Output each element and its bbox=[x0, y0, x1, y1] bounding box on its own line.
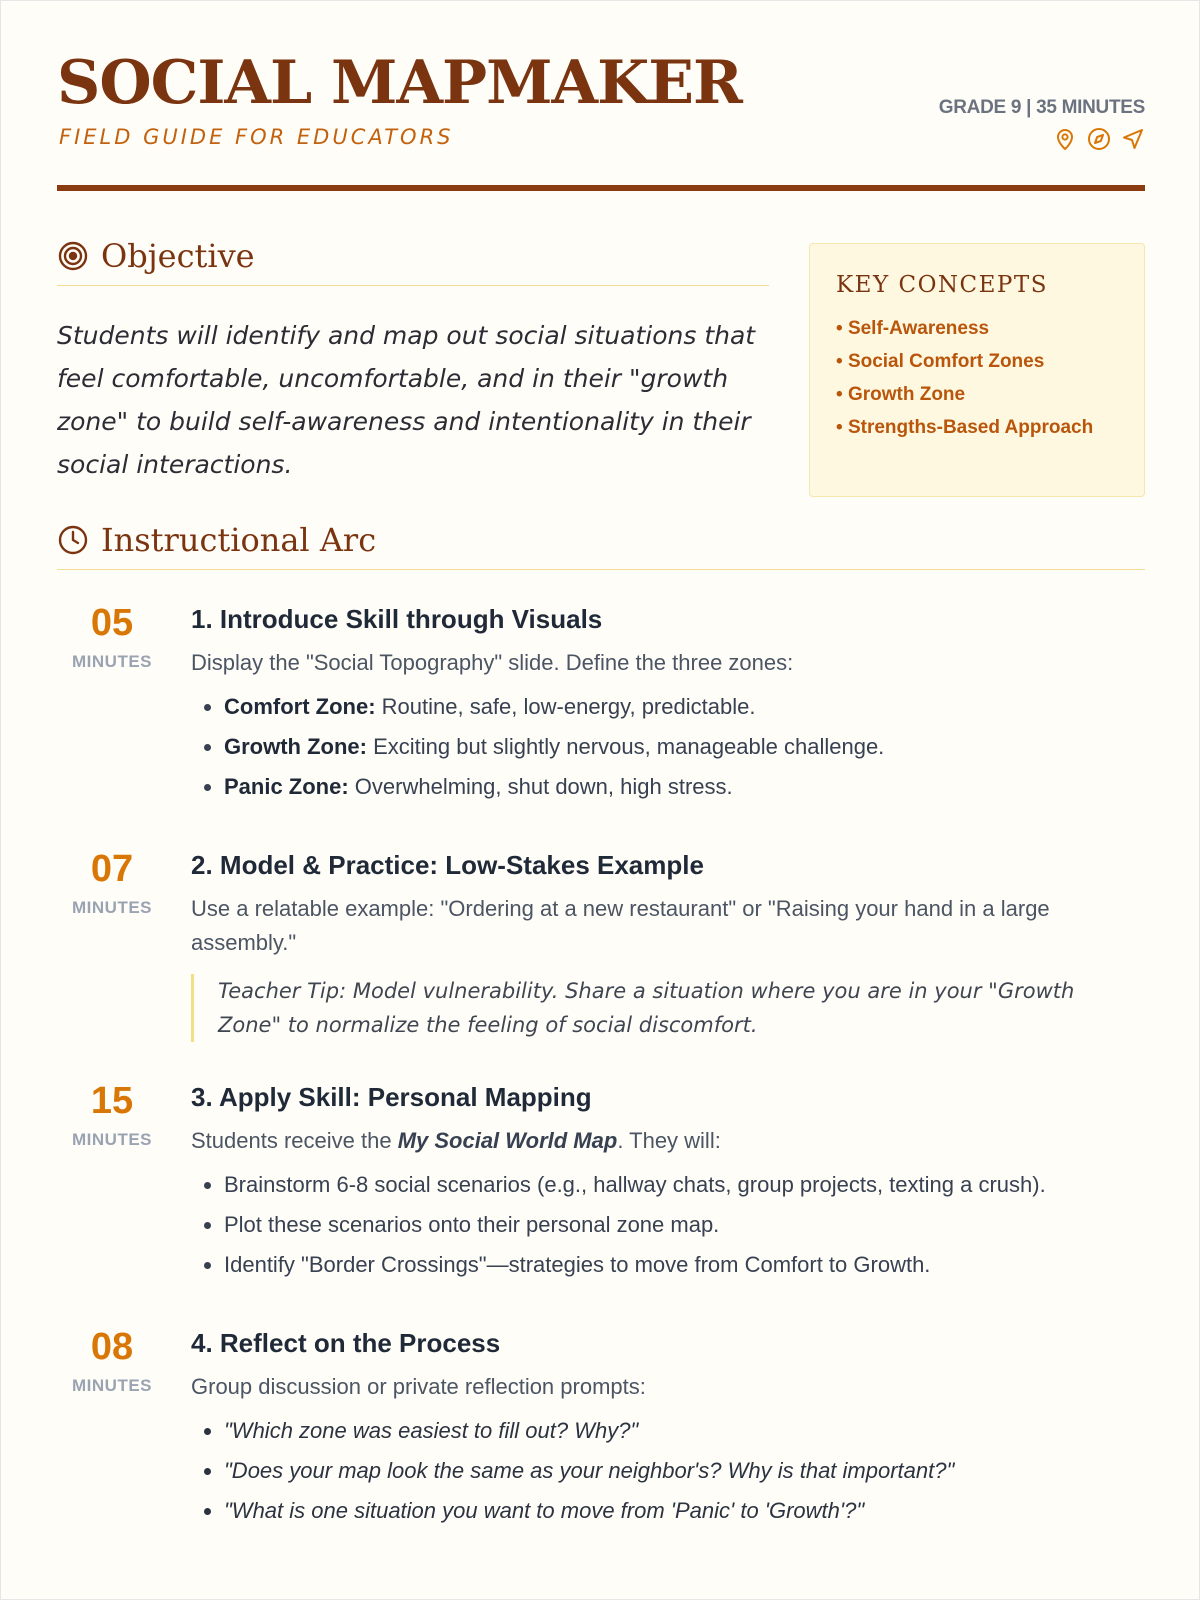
header-icons bbox=[1053, 127, 1145, 151]
list-item bbox=[224, 730, 1111, 764]
step-description bbox=[191, 1124, 1111, 1158]
zone-definition: Overwhelming, shut down, high stress. bbox=[348, 774, 733, 799]
teacher-tip: Teacher Tip: Model vulnerability. Share a situation where you are in your "Growth Zone" to normalize the feeling of social discomfort. bbox=[191, 974, 1111, 1042]
key-concept-item: • Self-Awareness bbox=[836, 312, 1118, 345]
list-item: • "Does your map look the same as your neighbor's? Why is that important?" bbox=[224, 1454, 1111, 1488]
objective-section bbox=[57, 237, 769, 486]
objective-heading-label: Objective bbox=[101, 237, 255, 275]
key-concepts-box bbox=[809, 243, 1145, 497]
step-minutes-unit: MINUTES bbox=[72, 1130, 152, 1149]
step-title: 4. Reflect on the Process bbox=[191, 1328, 501, 1358]
step-minutes-unit: MINUTES bbox=[72, 1376, 152, 1395]
page-title: SOCIAL MAPMAKER bbox=[57, 48, 742, 118]
step-title: 1. Introduce Skill through Visuals bbox=[191, 604, 603, 634]
instructional-arc-section bbox=[57, 521, 1145, 1534]
page-subtitle: FIELD GUIDE FOR EDUCATORS bbox=[59, 125, 454, 149]
list-item: • "What is one situation you want to move from 'Panic' to 'Growth'?" bbox=[224, 1494, 1111, 1528]
step-2 bbox=[57, 850, 1145, 1042]
list-item: • "Which zone was easiest to fill out? Why?" bbox=[224, 1414, 1111, 1448]
key-concepts-list bbox=[836, 312, 1118, 444]
zone-definition: Exciting but slightly nervous, manageable challenge. bbox=[366, 734, 885, 759]
step-minutes: 07 bbox=[90, 848, 134, 890]
key-concept-item: • Strengths-Based Approach bbox=[836, 411, 1118, 444]
activity-list bbox=[191, 1168, 1111, 1282]
step-minutes-unit: MINUTES bbox=[72, 898, 152, 917]
step-duration bbox=[59, 850, 165, 1042]
list-item: • Brainstorm 6-8 social scenarios (e.g., hallway chats, group projects, texting a crush). bbox=[224, 1168, 1111, 1202]
step-description-text: Students receive the bbox=[191, 1128, 398, 1153]
key-concepts-title: KEY CONCEPTS bbox=[836, 272, 1049, 298]
step-duration bbox=[59, 604, 165, 810]
step-description: Group discussion or private reflection prompts: bbox=[191, 1374, 646, 1399]
step-duration bbox=[59, 1328, 165, 1534]
step-description: Display the "Social Topography" slide. Define the three zones: bbox=[191, 650, 794, 675]
page-header bbox=[57, 1, 1145, 191]
step-body bbox=[191, 1082, 1111, 1288]
map-pin-icon bbox=[1053, 127, 1077, 151]
key-concept-item: • Social Comfort Zones bbox=[836, 345, 1118, 378]
zone-term: Comfort Zone: bbox=[224, 694, 376, 719]
step-description: Use a relatable example: "Ordering at a new restaurant" or "Raising your hand in a large assembly." bbox=[191, 896, 1050, 955]
step-duration bbox=[59, 1082, 165, 1288]
worksheet-title: My Social World Map bbox=[397, 1128, 618, 1153]
list-item bbox=[224, 770, 1111, 804]
list-item: • Identify "Border Crossings"—strategies to move from Comfort to Growth. bbox=[224, 1248, 1111, 1282]
step-3 bbox=[57, 1082, 1145, 1288]
step-minutes: 05 bbox=[90, 602, 134, 644]
arc-heading-label: Instructional Arc bbox=[101, 521, 377, 559]
list-item bbox=[224, 690, 1111, 724]
step-description-text: . They will: bbox=[617, 1128, 721, 1153]
step-title: 3. Apply Skill: Personal Mapping bbox=[191, 1082, 592, 1112]
step-body bbox=[191, 604, 1111, 810]
step-minutes: 15 bbox=[90, 1080, 134, 1122]
step-body bbox=[191, 850, 1111, 1042]
reflection-prompts-list bbox=[191, 1414, 1111, 1528]
arc-heading bbox=[57, 521, 1145, 570]
objective-text: Students will identify and map out social situations that feel comfortable, uncomfortable, and in their "growth zone" to build self-awareness and intentionality in their social interactions. bbox=[57, 321, 756, 479]
zone-definitions-list bbox=[191, 690, 1111, 804]
objective-row bbox=[57, 191, 1145, 491]
step-4 bbox=[57, 1328, 1145, 1534]
step-minutes-unit: MINUTES bbox=[72, 652, 152, 671]
objective-heading bbox=[57, 237, 769, 286]
target-icon bbox=[57, 240, 89, 272]
step-title: 2. Model & Practice: Low-Stakes Example bbox=[191, 850, 704, 880]
step-list bbox=[57, 604, 1145, 1534]
navigation-arrow-icon bbox=[1121, 127, 1145, 151]
step-minutes: 08 bbox=[90, 1326, 134, 1368]
step-body bbox=[191, 1328, 1111, 1534]
step-1 bbox=[57, 604, 1145, 810]
key-concept-item: • Growth Zone bbox=[836, 378, 1118, 411]
list-item: • Plot these scenarios onto their personal zone map. bbox=[224, 1208, 1111, 1242]
compass-icon bbox=[1087, 127, 1111, 151]
zone-definition: Routine, safe, low-energy, predictable. bbox=[375, 694, 756, 719]
zone-term: Growth Zone: bbox=[224, 734, 367, 759]
clock-icon bbox=[57, 524, 89, 556]
grade-duration-meta: GRADE 9 | 35 MINUTES bbox=[938, 97, 1145, 118]
zone-term: Panic Zone: bbox=[224, 774, 349, 799]
